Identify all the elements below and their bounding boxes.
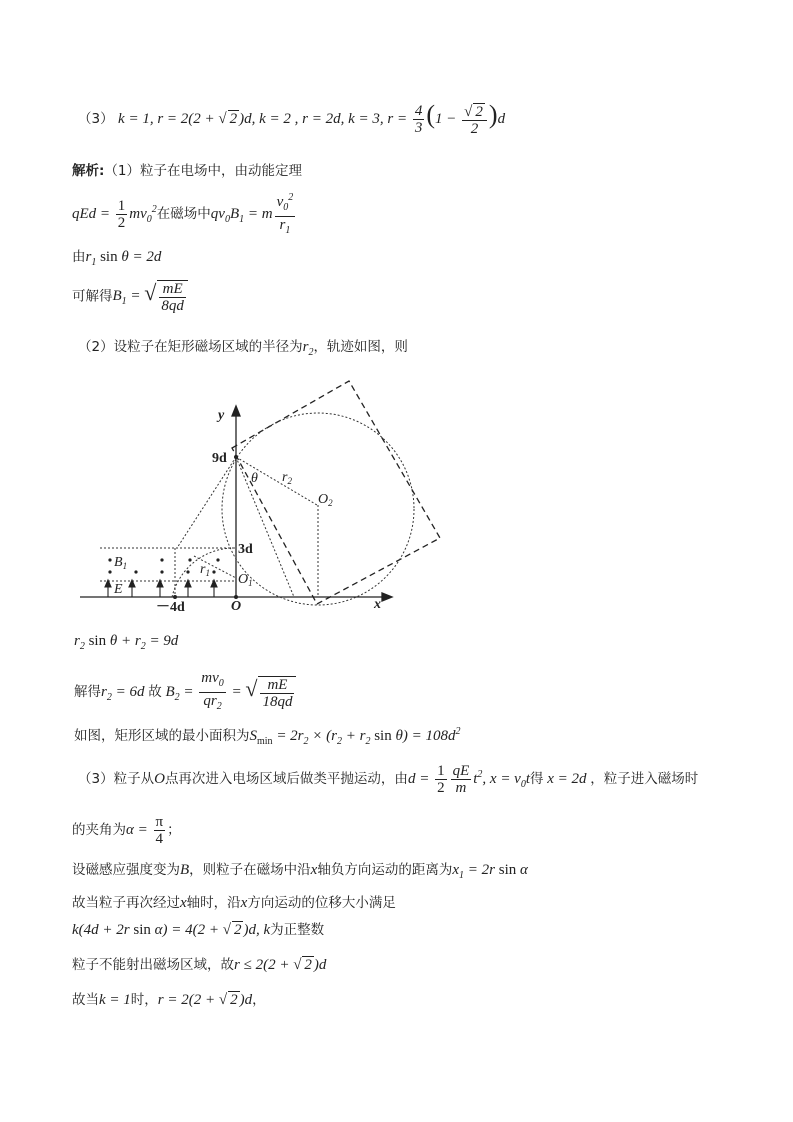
part3-mid: 点再次进入电场区域后做类平抛运动，由 <box>164 770 408 787</box>
part2-intro-post: ，轨迹如图，则 <box>313 339 408 355</box>
energy-equation: qEd = $\frac{1}{2}$ $mv_0^2$ <box>72 198 157 231</box>
k1-result-line <box>72 988 266 1009</box>
label-3d: 3d <box>238 542 253 557</box>
label-9d: 9d <box>212 451 227 466</box>
minus-4d-dot <box>173 595 177 599</box>
answer-3-label: （3） <box>78 111 114 127</box>
tangent-left <box>177 457 236 548</box>
analysis-intro: （1）粒子在电场中，由动能定理 <box>104 163 302 179</box>
solve-text-2: 解得 <box>74 683 101 700</box>
r2-geometry-equation: $r_2$ $\sin \theta + r_2 = 9d$ <box>74 633 179 652</box>
label-E: E <box>114 582 123 597</box>
label-B1: $B_1$ <box>114 555 128 571</box>
from-text: 由 <box>72 249 86 265</box>
r2-result-line <box>74 670 298 715</box>
projectile-equations: d = $\frac{1}{2}$ $\frac{qE}{m}$ $t^2$, $x = v_0t$ <box>407 763 531 796</box>
part3-post: ，粒子进入磁场时 <box>590 770 699 787</box>
x-value: x = 2d <box>543 770 591 787</box>
origin-label: O <box>231 599 242 614</box>
r2-value: $r_2 = 6d$ <box>101 683 149 703</box>
label-r2: $r_2$ <box>282 470 292 486</box>
when-mid: 时， <box>130 992 158 1008</box>
angle-line <box>72 814 181 847</box>
force-equation: $qv_0B_1 = m$ $\frac{v_0^2}{r_1}$ <box>210 192 294 236</box>
r-limit-equation: r ≤ 2(2 + √ 2 )d <box>234 957 327 973</box>
get-text: 得 <box>530 770 544 787</box>
b1-equation: $B_1$ = √ $\frac{mE}{8qd}$ <box>113 288 190 304</box>
radius-r2 <box>236 457 317 505</box>
part2-intro: （2）设粒子在矩形磁场区域的半径为 <box>78 339 303 355</box>
b-symbol: B <box>180 862 190 878</box>
x-axis-arrow <box>382 593 392 601</box>
r-k1-equation: r = 2(2 + √ 2 )d <box>157 992 253 1008</box>
field-dot <box>134 570 137 573</box>
displacement-mid: 轴时，沿 <box>186 895 241 911</box>
label-O2: $O_2$ <box>318 492 333 508</box>
x-symbol-3: x <box>240 895 248 911</box>
r2-geometry-line <box>74 633 178 652</box>
alpha-equation: α = $\frac{\pi}{4}$ <box>126 814 164 847</box>
x-symbol-2: x <box>180 895 187 911</box>
point-o: O <box>154 770 165 787</box>
angle-text: 的夹角为 <box>72 821 126 838</box>
distance-line <box>72 858 528 881</box>
part3-pre: （3）粒子从 <box>78 770 155 787</box>
field-dot <box>216 558 219 561</box>
geometry-equation: $r_1$ sin θ = 2d <box>85 249 162 268</box>
analysis-label: 解析: <box>72 163 105 179</box>
entry-point <box>234 455 238 459</box>
field-dot <box>186 570 189 573</box>
field-dot <box>160 570 163 573</box>
label-O1: $O_1$ <box>238 572 253 588</box>
displacement-pre: 故当粒子再次经过 <box>72 895 180 911</box>
x-symbol: x <box>310 862 318 878</box>
displacement-line <box>72 891 396 912</box>
distance-mid2: 轴负方向运动的距离为 <box>317 862 453 878</box>
k1-equation: k = 1 <box>99 992 131 1008</box>
b2-equation: $B_2$ = $\frac{mv_0}{qr_2}$ = √ $\frac{mE}{18qd}$ <box>162 684 299 700</box>
label-minus-4d: －4d <box>156 600 185 615</box>
k-equation: k(4d + 2r sin α) = 4(2 + √ 2 )d, k <box>72 922 271 938</box>
part3-motion-line <box>78 763 698 796</box>
field-dot <box>212 570 215 573</box>
field-dot <box>160 558 163 561</box>
field-dot <box>108 558 111 561</box>
field-dot <box>108 570 111 573</box>
when-text: 故当 <box>72 992 99 1008</box>
r-limit-line <box>72 953 326 974</box>
k-condition-line <box>72 918 324 939</box>
when-post: ， <box>252 992 266 1008</box>
distance-pre: 设磁感应强度变为 <box>72 862 180 878</box>
displacement-post: 方向运动的位移大小满足 <box>247 895 396 911</box>
distance-mid: ，则粒子在磁场中沿 <box>189 862 311 878</box>
therefore-text: 故 <box>148 683 162 700</box>
min-area-text: 如图，矩形区域的最小面积为 <box>74 728 250 744</box>
field-dot <box>188 558 191 561</box>
label-theta: θ <box>251 471 258 486</box>
x-axis-label: x <box>374 597 381 612</box>
r2-symbol: $r_2$ <box>302 339 314 358</box>
x1-equation: $x_1 = 2r$ sin α <box>452 862 528 881</box>
k-positive-text: 为正整数 <box>270 922 325 938</box>
min-area-line <box>74 724 460 747</box>
solve-text: 可解得 <box>72 288 113 305</box>
min-area-equation: $S_{min} = 2r_2 \times (r_2 + r_2$ $\sin \theta) = 108d^2$ <box>249 726 461 747</box>
label-r1: $r_1$ <box>200 562 210 578</box>
y-axis-arrow <box>232 406 240 416</box>
answer-3-formula: k = 1, r = 2(2 + √ 2 )d, k = 2 , r = 2d, k = 3, r = $\frac{4}{3}$ (1 − $\frac{√ 2}{2}$ )d <box>118 100 506 137</box>
y-axis-label: y <box>218 408 225 423</box>
in-field-text: 在磁场中 <box>156 205 211 222</box>
r-limit-text: 粒子不能射出磁场区域，故 <box>72 957 234 973</box>
angle-post: ； <box>167 821 181 838</box>
